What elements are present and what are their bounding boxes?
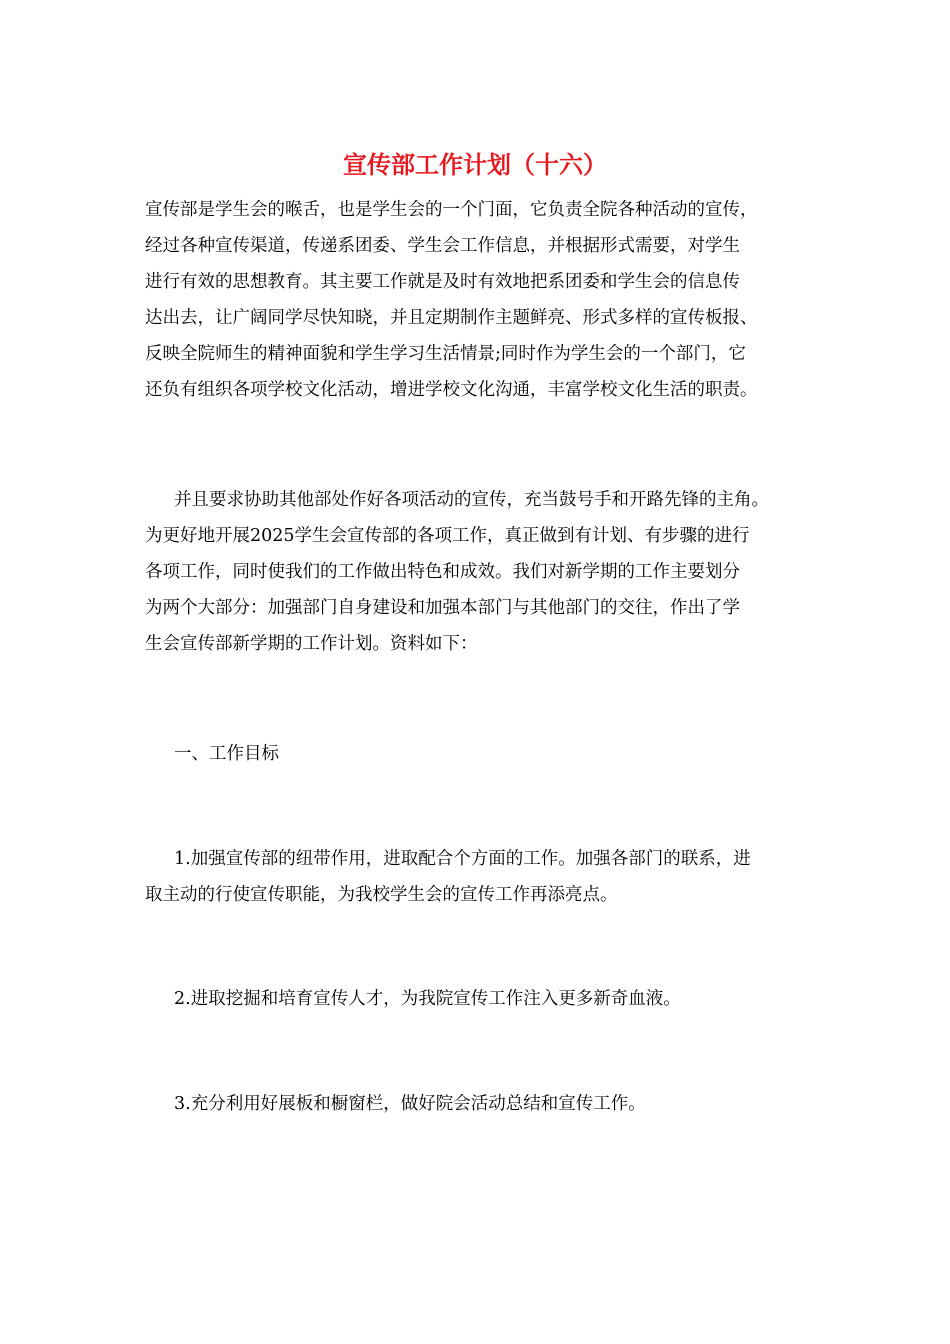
- text-line: 经过各种宣传渠道，传递系团委、学生会工作信息，并根据形式需要，对学生: [145, 236, 740, 256]
- text-line: 生会宣传部新学期的工作计划。资料如下：: [145, 634, 478, 654]
- text-line: 反映全院师生的精神面貌和学生学习生活情景;同时作为学生会的一个部门，它: [145, 344, 746, 364]
- text-line: 达出去，让广阔同学尽快知晓，并且定期制作主题鲜亮、形式多样的宣传板报、: [145, 308, 758, 328]
- text-line: 宣传部是学生会的喉舌，也是学生会的一个门面，它负责全院各种活动的宣传，: [145, 200, 758, 220]
- goal-item-2: 2.进取挖掘和培育宣传人才，为我院宣传工作注入更多新奇血液。: [174, 989, 681, 1009]
- section-heading: 一、工作目标: [174, 744, 279, 764]
- text-line: 1.加强宣传部的纽带作用，进取配合个方面的工作。加强各部门的联系，进: [174, 849, 751, 869]
- goal-item-3: 3.充分利用好展板和橱窗栏，做好院会活动总结和宣传工作。: [174, 1094, 646, 1114]
- text-line: 为两个大部分：加强部门自身建设和加强本部门与其他部门的交往，作出了学: [145, 598, 740, 618]
- document-title: 宣传部工作计划（十六）: [343, 150, 607, 179]
- text-line: 进行有效的思想教育。其主要工作就是及时有效地把系团委和学生会的信息传: [145, 272, 740, 292]
- text-line: 还负有组织各项学校文化活动，增进学校文化沟通，丰富学校文化生活的职责。: [145, 380, 758, 400]
- text-line: 并且要求协助其他部处作好各项活动的宣传，充当鼓号手和开路先锋的主角。: [174, 490, 769, 510]
- text-line: 为更好地开展2025学生会宣传部的各项工作，真正做到有计划、有步骤的进行: [145, 526, 750, 546]
- text-line: 各项工作，同时使我们的工作做出特色和成效。我们对新学期的工作主要划分: [145, 562, 740, 582]
- text-line: 取主动的行使宣传职能，为我校学生会的宣传工作再添亮点。: [145, 885, 618, 905]
